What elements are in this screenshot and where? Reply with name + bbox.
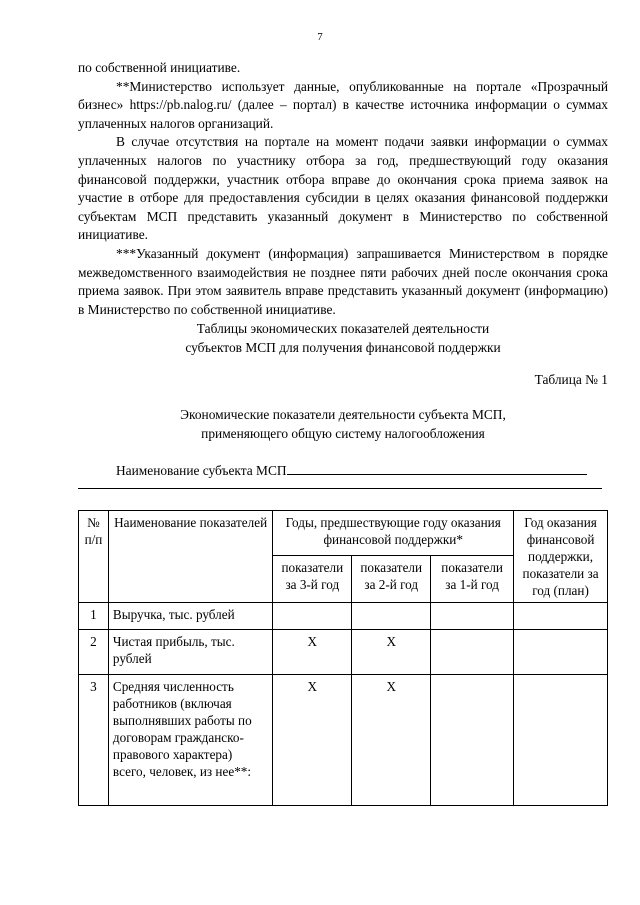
tables-heading [78,320,608,357]
table-title [78,406,608,443]
row-name: Выручка, тыс. рублей [108,603,272,630]
subject-name-label: Наименование субъекта МСП [116,463,287,478]
row-y1 [431,603,514,630]
footnote-2-continuation: В случае отсутствия на портале на момент подачи заявки информации о суммах уплаченных налогов по участнику отбора за год, предшествующий году оказания финансовой поддержки, участник отбора вправе до окончания срока приема заявок на участие в отборе для предоставления субсидии в целях оказания финансовой поддержки субъектам МСП представить указанный документ в Министерство по собственной инициативе. [78,134,608,243]
header-plan: Год оказания финансовой поддержки, показатели за год (план) [514,511,608,603]
row-plan [514,603,608,630]
footnote-2: **Министерство использует данные, опубликованные на портале «Прозрачный бизнес» https://pb.nalog.ru/ (далее – портал) в качестве источника информации о суммах уплаченных налогов организаций. [78,78,608,131]
row-y1 [431,675,514,806]
intro-notes [78,59,608,319]
table-label: Таблица № 1 [534,372,608,387]
row-y2 [352,603,431,630]
row-num: 1 [79,603,109,630]
subject-name-blank-line2 [78,488,602,489]
row-name: Средняя численность работников (включая выполнявших работы по договорам гражданско-правового характера) всего, человек, из нее**: [108,675,272,806]
table-row [79,603,608,630]
table-title-line1: Экономические показатели деятельности субъекта МСП, [180,407,506,422]
row-name: Чистая прибыль, тыс. рублей [108,630,272,675]
subject-name-blank [287,460,587,475]
tables-heading-line1: Таблицы экономических показателей деятельности [196,321,490,336]
row-y2: Х [352,630,431,675]
indicators-table [78,510,608,806]
row-plan [514,630,608,675]
row-y3: Х [273,630,352,675]
header-year1: показатели за 1-й год [431,556,514,603]
tables-heading-line2: субъектов МСП для получения финансовой поддержки [185,339,501,355]
table-title-line2: применяющего общую систему налогообложения [201,425,485,441]
row-num: 3 [79,675,109,806]
row-y1 [431,630,514,675]
table-row [79,675,608,806]
header-year3: показатели за 3-й год [273,556,352,603]
table-row [79,630,608,675]
row-y3 [273,603,352,630]
row-y2: Х [352,675,431,806]
header-years-group: Годы, предшествующие году оказания финансовой поддержки* [273,511,514,556]
page-number: 7 [317,31,323,43]
row-num: 2 [79,630,109,675]
footnote-3: ***Указанный документ (информация) запрашивается Министерством в порядке межведомственного взаимодействия не позднее пяти рабочих дней после окончания срока приема заявок. При этом заявитель вправе представить указанный документ (информацию) в Министерство по собственной инициативе. [78,245,608,317]
row-y3: Х [273,675,352,806]
header-name: Наименование показателей [108,511,272,603]
header-num: № п/п [79,511,109,603]
row-plan [514,675,608,806]
header-row [79,511,608,556]
continuation-text: по собственной инициативе. [78,60,241,75]
header-year2: показатели за 2-й год [352,556,431,603]
subject-name-field [78,460,608,481]
